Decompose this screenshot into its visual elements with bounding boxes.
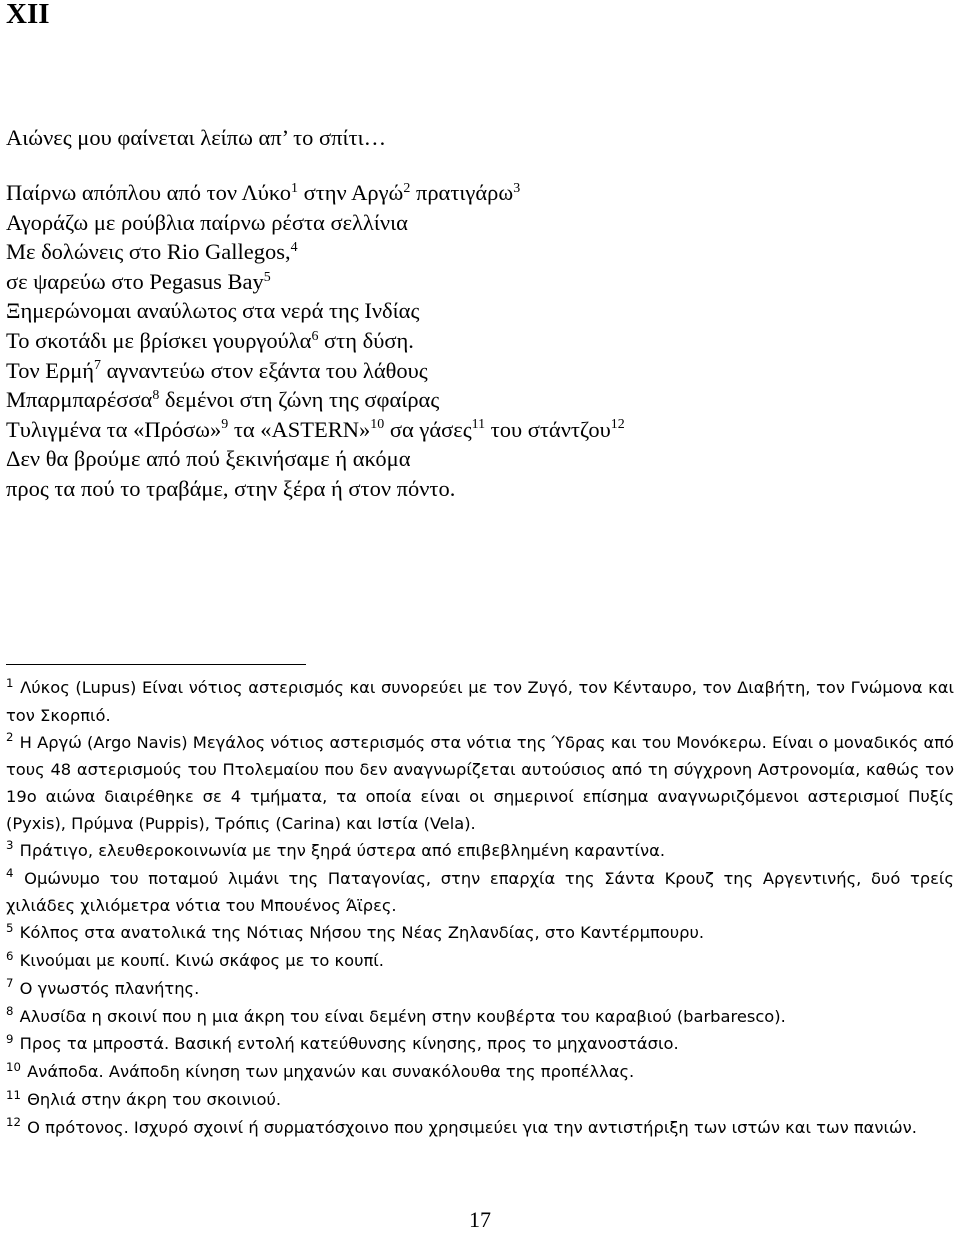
footnote-number: 1 [6,675,14,690]
poem-text: Μπαρμπαρέσσα [6,387,153,413]
poem-text: Τον Ερμή [6,357,95,383]
footnote-text: Πράτιγο, ελευθεροκοινωνία με την ξηρά ύστερα από επιβεβλημένη καραντίνα. [19,840,666,860]
footnote-text: Ο γνωστός πλανήτης. [19,978,200,998]
poem-text: στη δύση. [318,328,414,354]
footnote-ref: 1 [291,180,298,196]
poem-text: στην Αργώ [298,180,404,206]
poem-stanza [6,178,946,504]
poem-text: δεμένοι στη ζώνη της σφαίρας [159,387,440,413]
poem-line [6,326,946,356]
footnote-separator [6,664,306,665]
poem-line [6,296,946,326]
footnote [6,976,954,1004]
poem-text: Με δολώνεις στο Rio Gallegos, [6,239,291,265]
poem-line [6,415,946,445]
poem-text: προς τα πού το τραβάμε, στην ξέρα ή στον πόντο. [6,476,456,502]
footnote [6,948,954,976]
footnote [6,920,954,948]
footnote-number: 10 [6,1059,21,1074]
footnote-text: Κινούμαι με κουπί. Κινώ σκάφος με το κουπί. [19,950,384,970]
poem-text: πρατιγάρω [410,180,514,206]
footnote [6,1115,954,1143]
footnote-number: 11 [6,1087,21,1102]
footnote-ref: 2 [403,180,411,196]
footnote-text: Η Αργώ (Argo Navis) Μεγάλος νότιος αστερισμός στα νότια της Ύδρας και του Μονόκερω. Είναι ο μοναδικός από τους 48 αστερισμούς του Πτολεμαίου που δεν αναγνωρίζεται αυτούσιος από τη σύγχρονη Αστρονομία, καθώς τον 19ο αιώνα διαιρέθηκε σε 4 τμήματα, τα οποία είναι οι σημερινοί επίσημα αναγνωριζόμενοι αστερισμοί Πυξίς (Pyxis), Πρύμνα (Puppis), Τρόπις (Carina) και Ιστία (Vela). [6,732,954,833]
footnote-number: 6 [6,948,14,963]
poem-intro-line: Αιώνες μου φαίνεται λείπω απ’ το σπίτι… [6,125,387,150]
poem-text: Παίρνω απόπλου από τον Λύκο [6,180,292,206]
page-number: 17 [469,1207,491,1232]
footnote-ref: 12 [610,417,625,433]
footnote-ref: 11 [471,417,486,433]
poem-line [6,474,946,504]
poem-text: του στάντζου [485,416,611,442]
footnote-text: Αλυσίδα η σκοινί που η μια άκρη του είναι δεμένη στην κουβέρτα του καραβιού (barbaresco). [19,1006,786,1026]
footnote-number: 4 [6,866,14,881]
footnote [6,675,954,730]
footnote [6,866,954,921]
footnote [6,1087,954,1115]
footnote-number: 7 [6,976,14,991]
footnote-ref: 5 [263,269,271,285]
footnote [6,730,954,838]
poem-text: Αγοράζω με ρούβλια παίρνω ρέστα σελλίνια [6,209,408,235]
poem-text: Τυλιγμένα τα «Πρόσω» [6,416,222,442]
footnote-ref: 7 [94,358,102,374]
poem-line [6,237,946,267]
footnote [6,838,954,866]
poem-text: Ξημερώνομαι αναύλωτος στα νερά της Ινδίας [6,298,420,324]
footnote-text: Ομώνυμο του ποταμού λιμάνι της Παταγονίας, στην επαρχία της Σάντα Κρουζ της Αργεντινής, δυό τρείς χιλιάδες χιλιόμετρα νότια του Μπουένος Άϊρες. [6,868,954,916]
footnote-number: 9 [6,1031,14,1046]
poem-line [6,385,946,415]
footnote-ref: 4 [290,239,298,255]
poem-text: σε ψαρεύω στο Pegasus Bay [6,268,264,294]
poem-text: αγναντεύω στον εξάντα του λάθους [101,357,428,383]
poem-text: τα «ASTERN» [228,416,371,442]
chapter-heading: XII [6,0,50,30]
footnote [6,1004,954,1032]
footnote-number: 8 [6,1004,14,1019]
footnote-text: Προς τα μπροστά. Βασική εντολή κατεύθυνσης κίνησης, προς το μηχανοστάσιο. [19,1034,679,1054]
footnote-ref: 3 [513,180,521,196]
footnote-text: Λύκος (Lupus) Είναι νότιος αστερισμός και συνορεύει με τον Ζυγό, τον Κένταυρο, τον Διαβήτη, τον Γνώμονα και τον Σκορπιό. [6,678,954,725]
footnote-number: 2 [6,730,14,745]
footnote-text: Ο πρότονος. Ισχυρό σχοινί ή συρματόσχοινο που χρησιμεύει για την αντιστήριξη των ιστών και των πανιών. [27,1117,917,1137]
footnote-text: Ανάποδα. Ανάποδη κίνηση των μηχανών και συνακόλουθα της προπέλλας. [27,1062,635,1082]
footnote-ref: 10 [370,417,385,433]
footnotes [6,675,954,1143]
poem [6,123,946,504]
footnote-text: Κόλπος στα ανατολικά της Νότιας Νήσου της Νέας Ζηλανδίας, στο Καντέρμπουρυ. [19,923,705,943]
footnote-text: Θηλιά στην άκρη του σκοινιού. [27,1089,282,1109]
footnote-number: 3 [6,838,14,853]
stanza-break [6,153,946,179]
footnote [6,1031,954,1059]
poem-line [6,178,946,208]
footnote-ref: 6 [311,328,319,344]
poem-line [6,356,946,386]
poem-text: σα γάσες [384,416,472,442]
footnote [6,1059,954,1087]
poem-text: Δεν θα βρούμε από πού ξεκινήσαμε ή ακόμα [6,446,411,472]
footnote-number: 5 [6,920,14,935]
footnote-ref: 9 [221,417,229,433]
poem-text: Το σκοτάδι με βρίσκει γουργούλα [6,328,312,354]
poem-line [6,208,946,238]
poem-line [6,444,946,474]
footnote-ref: 8 [152,387,160,403]
footnote-number: 12 [6,1115,21,1130]
poem-line [6,267,946,297]
